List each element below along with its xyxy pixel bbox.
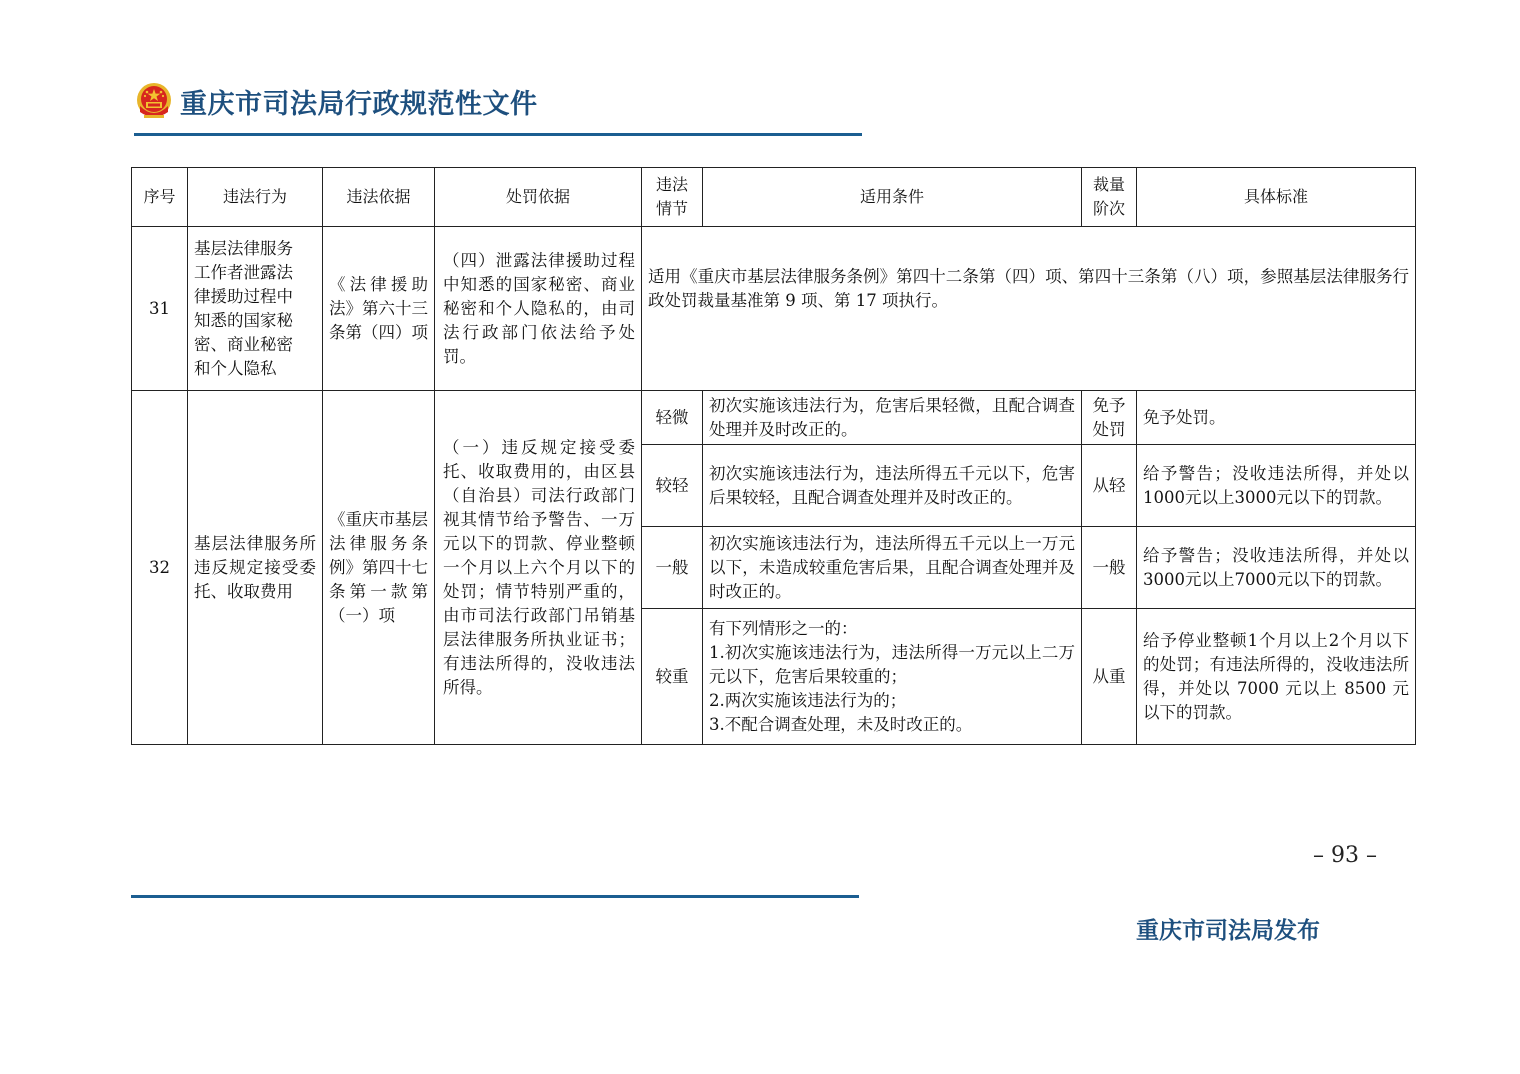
penalty-standard-table	[131, 167, 1416, 745]
column-header: 违法 情节	[642, 168, 703, 227]
applicable-condition: 初次实施该违法行为，违法所得五千元以下，危害后果较轻，且配合调查处理并及时改正的。	[703, 445, 1082, 527]
footer-rule	[131, 895, 859, 898]
violation-degree: 较轻	[642, 445, 703, 527]
header-title: 重庆市司法局行政规范性文件	[180, 89, 538, 120]
specific-standard: 给予停业整顿1个月以上2个月以下的处罚；有违法所得的，没收违法所得，并处以 7000 元以上 8500 元以下的罚款。	[1137, 609, 1416, 745]
violation-degree: 一般	[642, 527, 703, 609]
national-emblem-icon	[136, 82, 172, 120]
penalty-basis: （四）泄露法律援助过程中知悉的国家秘密、商业秘密和个人隐私的，由司法行政部门依法给予处罚。	[435, 227, 642, 391]
applicable-condition: 有下列情形之一的： 1.初次实施该违法行为，违法所得一万元以上二万元以下，危害后果较重的； 2.两次实施该违法行为的； 3.不配合调查处理，未及时改正的。	[703, 609, 1082, 745]
violation-degree: 轻微	[642, 391, 703, 445]
discretion-tier: 从重	[1082, 609, 1137, 745]
applicable-condition: 初次实施该违法行为，危害后果轻微，且配合调查处理并及时改正的。	[703, 391, 1082, 445]
violation-degree: 较重	[642, 609, 703, 745]
table-row	[132, 227, 1416, 391]
discretion-tier: 从轻	[1082, 445, 1137, 527]
column-header: 适用条件	[703, 168, 1082, 227]
applicable-rule: 适用《重庆市基层法律服务条例》第四十二条第（四）项、第四十三条第（八）项，参照基层法律服务行政处罚裁量基准第 9 项、第 17 项执行。	[642, 227, 1416, 391]
applicable-condition: 初次实施该违法行为，违法所得五千元以上一万元以下，未造成较重危害后果，且配合调查处理并及时改正的。	[703, 527, 1082, 609]
footer-publisher: 重庆市司法局发布	[1136, 918, 1320, 944]
discretion-tier: 一般	[1082, 527, 1137, 609]
specific-standard: 给予警告；没收违法所得，并处以1000元以上3000元以下的罚款。	[1137, 445, 1416, 527]
violation-behavior: 基层法律服务所违反规定接受委托、收取费用	[188, 391, 323, 745]
column-header: 具体标准	[1137, 168, 1416, 227]
table-row	[132, 391, 1416, 445]
specific-standard: 免予处罚。	[1137, 391, 1416, 445]
header-rule	[134, 133, 862, 136]
penalty-basis: （一）违反规定接受委托、收取费用的，由区县（自治县）司法行政部门视其情节给予警告、一万元以下的罚款、停业整顿一个月以上六个月以下的处罚；情节特别严重的，由市司法行政部门吊销基层法律服务所执业证书；有违法所得的，没收违法所得。	[435, 391, 642, 745]
violation-basis: 《重庆市基层法律服务条例》第四十七条第一款第（一）项	[323, 391, 435, 745]
violation-basis: 《法律援助法》第六十三条第（四）项	[323, 227, 435, 391]
violation-behavior: 基层法律服务 工作者泄露法 律援助过程中 知悉的国家秘 密、商业秘密 和个人隐私	[188, 227, 323, 391]
column-header: 处罚依据	[435, 168, 642, 227]
table-header-row	[132, 168, 1416, 227]
discretion-tier: 免予 处罚	[1082, 391, 1137, 445]
column-header: 序号	[132, 168, 188, 227]
page-number: – 93 –	[1313, 843, 1377, 868]
column-header: 违法行为	[188, 168, 323, 227]
row-number: 31	[132, 227, 188, 391]
row-number: 32	[132, 391, 188, 745]
column-header: 违法依据	[323, 168, 435, 227]
column-header: 裁量 阶次	[1082, 168, 1137, 227]
specific-standard: 给予警告；没收违法所得，并处以3000元以上7000元以下的罚款。	[1137, 527, 1416, 609]
